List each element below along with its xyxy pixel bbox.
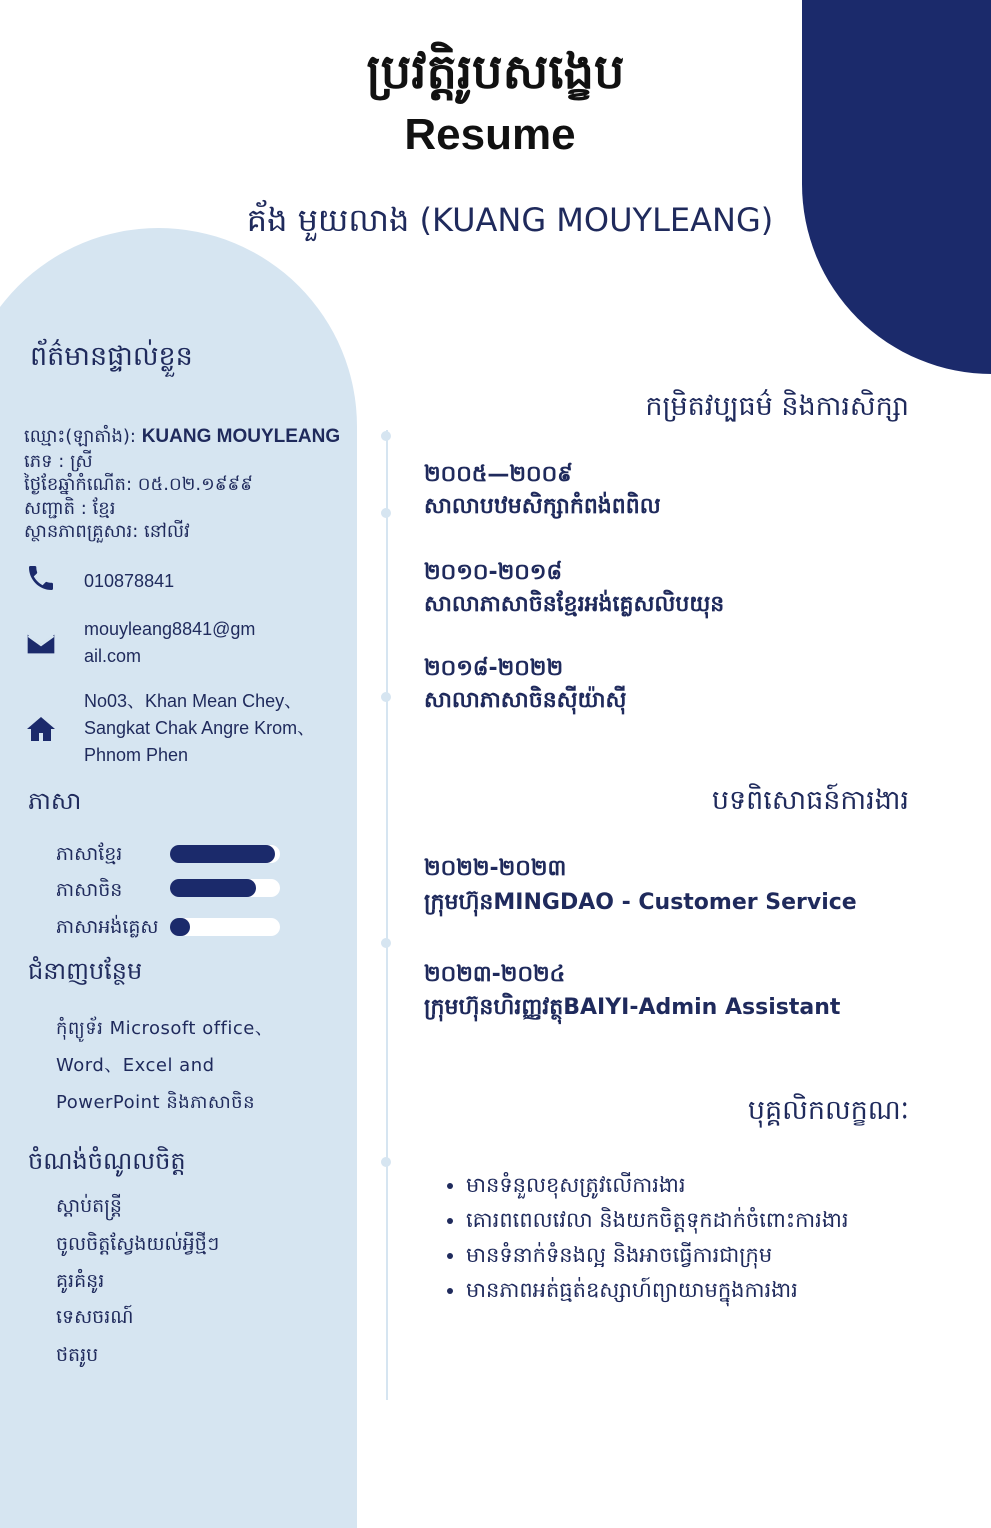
info-value: ស្រី (70, 451, 93, 472)
email-line: ail.com (84, 646, 142, 666)
address-line: Sangkat Chak Angre Krom、 (84, 718, 316, 738)
experience-heading: បទពិសោធន៍ការងារ (711, 785, 909, 816)
language-level-fill (170, 845, 275, 863)
home-icon (25, 713, 57, 745)
skills-text: កុំព្យូទ័រ Microsoft office、Word、Excel and PowerPoint និងភាសាចិន (56, 1018, 274, 1113)
education-school: សាលាភាសាចិនខ្មែរអង់គ្លេសលិបយុន (424, 592, 725, 617)
education-years: ២០១០-២០១៨ (424, 560, 563, 585)
education-years: ២០១៨-២០២២ (424, 656, 564, 681)
education-school: សាលាភាសាចិនស៊ីយ៉ាស៊ី (424, 688, 627, 713)
left-sidebar-panel (0, 228, 357, 1528)
traits-list (440, 1168, 848, 1308)
language-level-fill (170, 918, 190, 936)
experience-company: ក្រុមហ៊ុនហិរញ្ញវត្ថុBAIYI-Admin Assistant (424, 995, 841, 1020)
language-label: ភាសាខ្មែរ (56, 843, 123, 865)
title-english: Resume (404, 110, 576, 159)
traits-heading: បុគ្គលិកលក្ខណៈ (747, 1095, 909, 1126)
experience-years: ២០២២-២០២៣ (424, 856, 567, 881)
timeline-dot (381, 692, 391, 702)
mail-icon (25, 628, 57, 660)
phone-number: 010878841 (84, 571, 175, 591)
education-school: សាលាបឋមសិក្សាកំពង់ពពិល (424, 494, 661, 519)
timeline-dot (381, 938, 391, 948)
full-name: គ័ង មួយលាង (KUANG MOUYLEANG) (246, 201, 774, 239)
language-level-bar (170, 918, 280, 936)
language-label: ភាសាអង់គ្លេស (56, 916, 159, 938)
info-label: សញ្ជាតិ : (24, 498, 87, 519)
info-value: KUANG MOUYLEANG (141, 426, 341, 447)
experience-company: ក្រុមហ៊ុនMINGDAO - Customer Service (424, 890, 857, 915)
trait-item: • គោរពពេលវេលា និងយកចិត្តទុកដាក់ចំពោះការងារ (466, 1203, 848, 1238)
email-address (84, 616, 255, 670)
address-line: Phnom Phen (84, 745, 189, 765)
title-khmer: ប្រវត្តិរូបសង្ខេប (366, 44, 625, 100)
language-level-bar (170, 845, 280, 863)
timeline-line (386, 430, 388, 1400)
info-row-name (24, 424, 340, 451)
timeline-dot (381, 1157, 391, 1167)
phone-icon (25, 562, 57, 594)
info-label: ស្ថានភាពគ្រួសារ: (24, 521, 139, 542)
address-line: No03、Khan Mean Chey、 (84, 691, 303, 711)
skills-heading: ជំនាញបន្ថែម (28, 957, 143, 985)
experience-years: ២០២៣-២០២៤ (424, 962, 566, 987)
info-value: ០៥.០២.១៩៩៩ (137, 474, 253, 495)
email-line: mouyleang8841@gm (84, 619, 256, 639)
personal-info-heading: ព័ត៌មានផ្ទាល់ខ្លួន (30, 341, 193, 372)
languages-heading: ភាសា (28, 787, 82, 815)
education-heading: កម្រិតវប្បធម៌ និងការសិក្សា (645, 391, 909, 422)
info-label: ថ្ងៃខែឆ្នាំកំណើត: (24, 474, 133, 495)
hobby-item: ចូលចិត្តស្វែងយល់អ្វីថ្មីៗ (56, 1233, 220, 1255)
home-address (84, 688, 315, 769)
hobby-item: គូរគំនូរ (56, 1270, 105, 1292)
language-level-fill (170, 879, 256, 897)
info-label: ឈ្មោះ(ឡាតាំង): (24, 426, 136, 447)
trait-item: • មានភាពអត់ធ្មត់ឧស្សាហ៍ព្យាយាមក្នុងការងារ (466, 1273, 848, 1308)
language-level-bar (170, 879, 280, 897)
info-row-birthdate (24, 472, 253, 499)
trait-item: • មានទំនួលខុសត្រូវលើការងារ (466, 1168, 848, 1203)
hobby-item: ថតរូប (56, 1344, 99, 1366)
info-row-marital (24, 519, 190, 546)
info-label: ភេទ : (24, 451, 65, 472)
education-years: ២០០៥—២០០៩ (424, 462, 573, 487)
timeline-dot (381, 431, 391, 441)
hobby-item: ទេសចរណ៍ (56, 1306, 134, 1328)
hobbies-heading: ចំណង់ចំណូលចិត្ត (28, 1147, 186, 1175)
hobby-item: ស្តាប់តន្ត្រី (56, 1195, 122, 1217)
trait-item: • មានទំនាក់ទំនងល្អ និងអាចធ្វើការជាក្រុម (466, 1238, 848, 1273)
info-value: នៅលីវ (144, 521, 190, 542)
language-label: ភាសាចិន (56, 879, 123, 901)
timeline-dot (381, 508, 391, 518)
info-value: ខ្មែរ (92, 498, 116, 519)
